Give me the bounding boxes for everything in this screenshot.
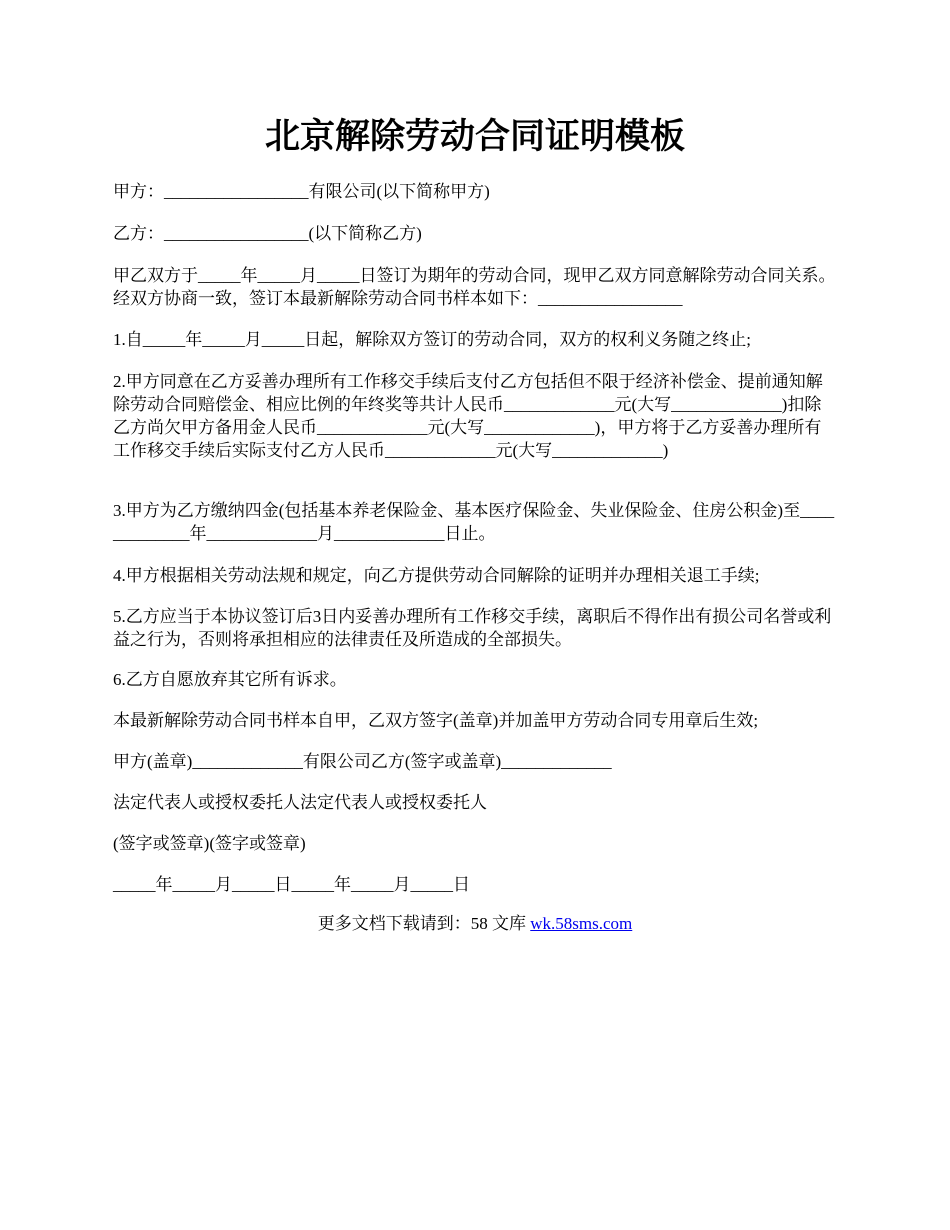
clause-2: 2.甲方同意在乙方妥善办理所有工作移交手续后支付乙方包括但不限于经济补偿金、提前通知解除劳动合同赔偿金、相应比例的年终奖等共计人民币_____________元(大写_____________)扣除乙方尚欠甲方备用金人民币_____________元(大写_____________)，甲方将于乙方妥善办理所有工作移交手续后实际支付乙方人民币_____________元(大写_____________) bbox=[113, 372, 823, 460]
party-b-line: 乙方：_________________(以下简称乙方) bbox=[113, 224, 422, 243]
sign-or-stamp-line: (签字或签章)(签字或签章) bbox=[113, 834, 306, 853]
clause-1: 1.自_____年_____月_____日起，解除双方签订的劳动合同，双方的权利义务随之终止; bbox=[113, 330, 751, 349]
date-line: _____年_____月_____日_____年_____月_____日 bbox=[113, 875, 470, 894]
clause-5: 5.乙方应当于本协议签订后3日内妥善办理所有工作移交手续，离职后不得作出有损公司名誉或利益之行为，否则将承担相应的法律责任及所造成的全部损失。 bbox=[113, 607, 832, 649]
footer-text: 更多文档下载请到：58 文库 bbox=[317, 914, 531, 933]
intro-paragraph: 甲乙双方于_____年_____月_____日签订为期年的劳动合同，现甲乙双方同意解除劳动合同关系。经双方协商一致，签订本最新解除劳动合同书样本如下：_________________ bbox=[113, 266, 836, 308]
representative-line: 法定代表人或授权委托人法定代表人或授权委托人 bbox=[113, 793, 487, 812]
clause-3: 3.甲方为乙方缴纳四金(包括基本养老保险金、基本医疗保险金、失业保险金、住房公积金)至_____________年_____________月_____________日止。 bbox=[113, 501, 835, 543]
footer-link[interactable]: wk.58sms.com bbox=[530, 914, 633, 933]
footer bbox=[0, 912, 950, 935]
party-a-line: 甲方：_________________有限公司(以下简称甲方) bbox=[113, 182, 490, 201]
clause-4: 4.甲方根据相关劳动法规和规定，向乙方提供劳动合同解除的证明并办理相关退工手续; bbox=[113, 566, 760, 585]
clause-6: 6.乙方自愿放弃其它所有诉求。 bbox=[113, 670, 347, 689]
document-title: 北京解除劳动合同证明模板 bbox=[264, 117, 685, 156]
effective-clause: 本最新解除劳动合同书样本自甲，乙双方签字(盖章)并加盖甲方劳动合同专用章后生效; bbox=[113, 711, 759, 730]
signature-seal-line: 甲方(盖章)_____________有限公司乙方(签字或盖章)_____________ bbox=[113, 752, 612, 771]
